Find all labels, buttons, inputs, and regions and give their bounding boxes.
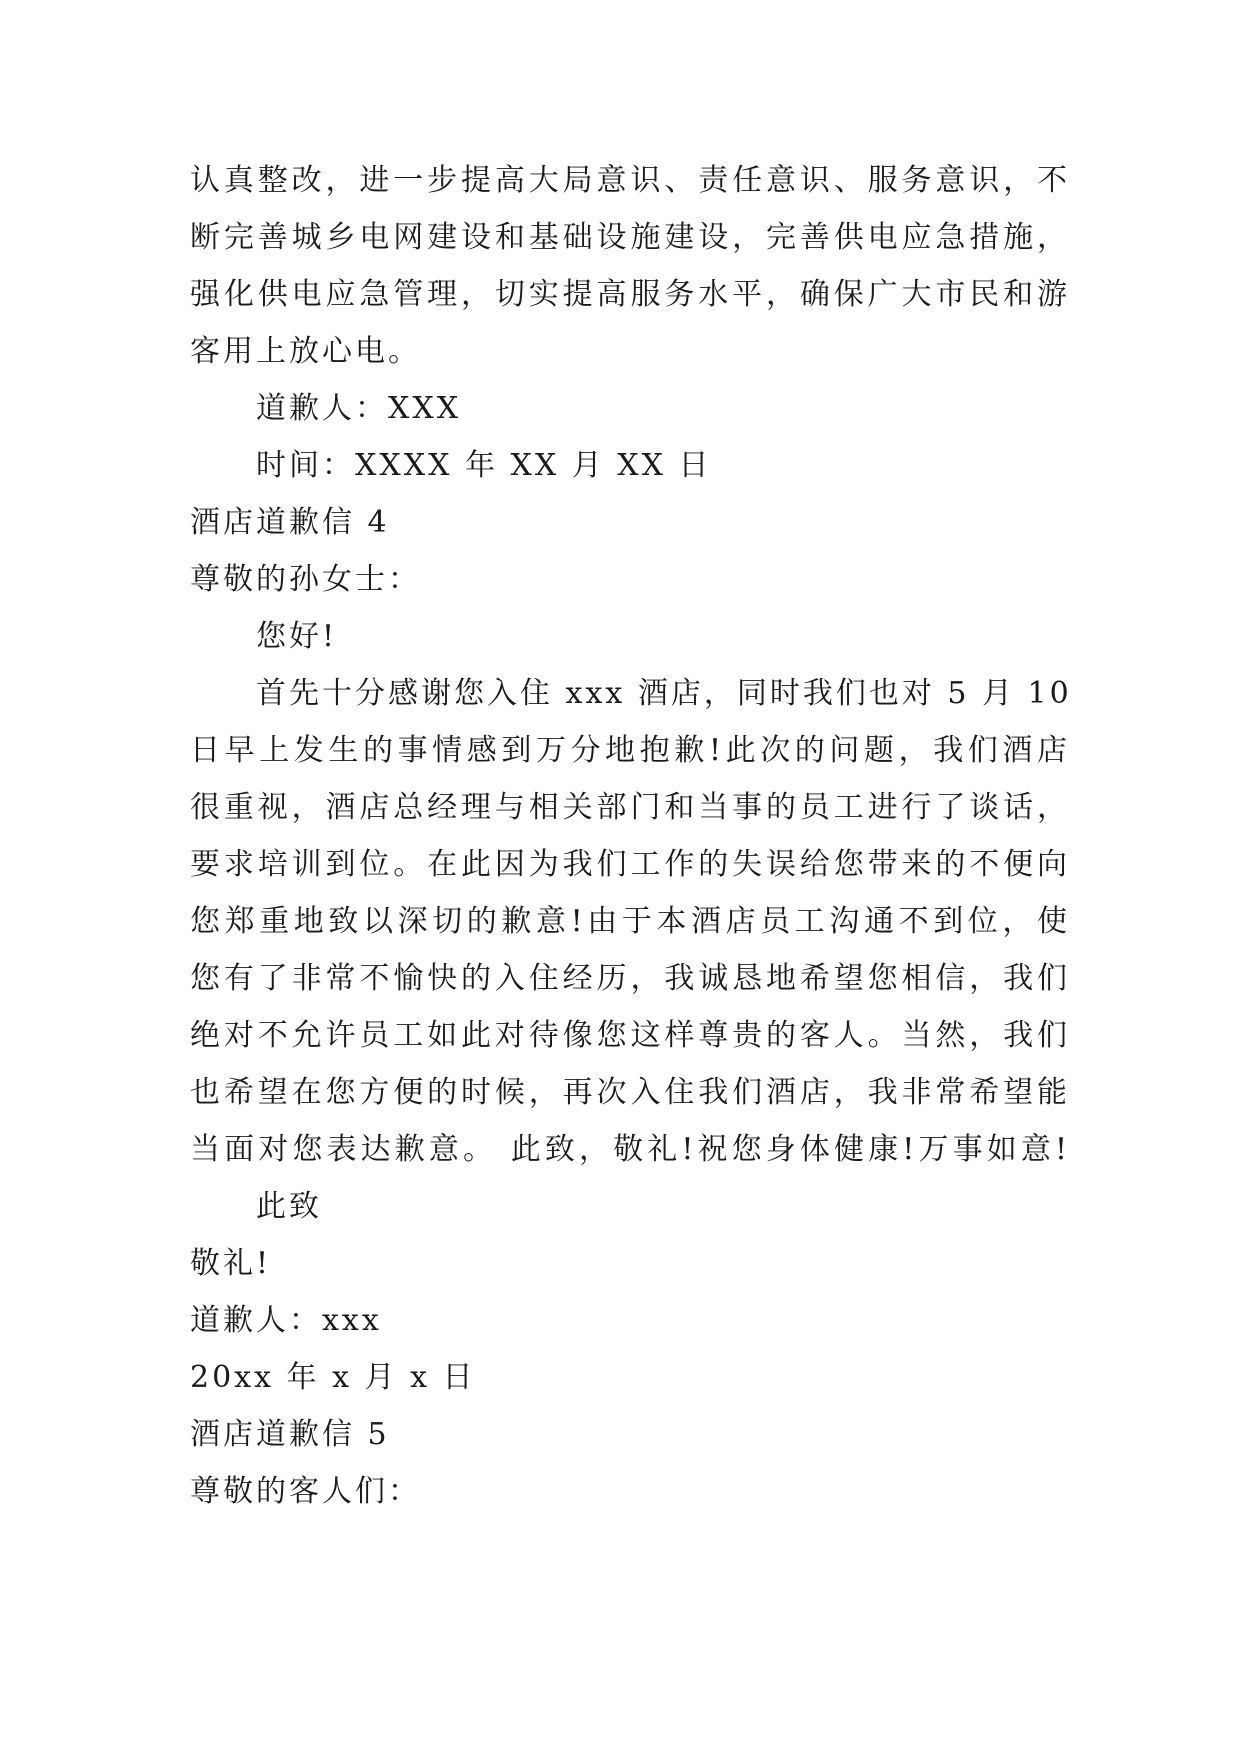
signer-line: 道歉人：XXX <box>256 391 462 426</box>
paragraph-line: 当面对您表达歉意。 此致，敬礼!祝您身体健康!万事如意! <box>190 1132 1070 1167</box>
closing-line: 敬礼! <box>190 1246 272 1281</box>
closing-line: 此致 <box>256 1189 322 1224</box>
paragraph-line: 强化供电应急管理，切实提高服务水平，确保广大市民和游 <box>190 277 1070 312</box>
salutation: 尊敬的客人们： <box>190 1474 421 1509</box>
paragraph-line: 也希望在您方便的时候，再次入住我们酒店，我非常希望能 <box>190 1075 1070 1110</box>
paragraph-line: 断完善城乡电网建设和基础设施建设，完善供电应急措施， <box>190 220 1070 255</box>
paragraph-line: 认真整改，进一步提高大局意识、责任意识、服务意识，不 <box>190 163 1070 198</box>
date-line: 时间：XXXX 年 XX 月 XX 日 <box>256 448 712 483</box>
salutation: 尊敬的孙女士： <box>190 562 421 597</box>
paragraph-line: 很重视，酒店总经理与相关部门和当事的员工进行了谈话， <box>190 790 1070 825</box>
letter-title: 酒店道歉信 5 <box>190 1417 390 1452</box>
date-line: 20xx 年 x 月 x 日 <box>190 1360 476 1395</box>
greeting: 您好! <box>256 619 338 654</box>
paragraph-line: 首先十分感谢您入住 xxx 酒店，同时我们也对 5 月 10 <box>256 676 1072 711</box>
paragraph-line: 您郑重地致以深切的歉意!由于本酒店员工沟通不到位，使 <box>190 904 1070 939</box>
paragraph-line: 绝对不允许员工如此对待像您这样尊贵的客人。当然，我们 <box>190 1018 1070 1053</box>
paragraph-line: 要求培训到位。在此因为我们工作的失误给您带来的不便向 <box>190 847 1070 882</box>
paragraph-line: 日早上发生的事情感到万分地抱歉!此次的问题，我们酒店 <box>190 733 1070 768</box>
paragraph-line: 您有了非常不愉快的入住经历，我诚恳地希望您相信，我们 <box>190 961 1070 996</box>
signer-line: 道歉人：xxx <box>190 1303 382 1338</box>
paragraph-line: 客用上放心电。 <box>190 334 421 369</box>
letter-title: 酒店道歉信 4 <box>190 505 390 540</box>
